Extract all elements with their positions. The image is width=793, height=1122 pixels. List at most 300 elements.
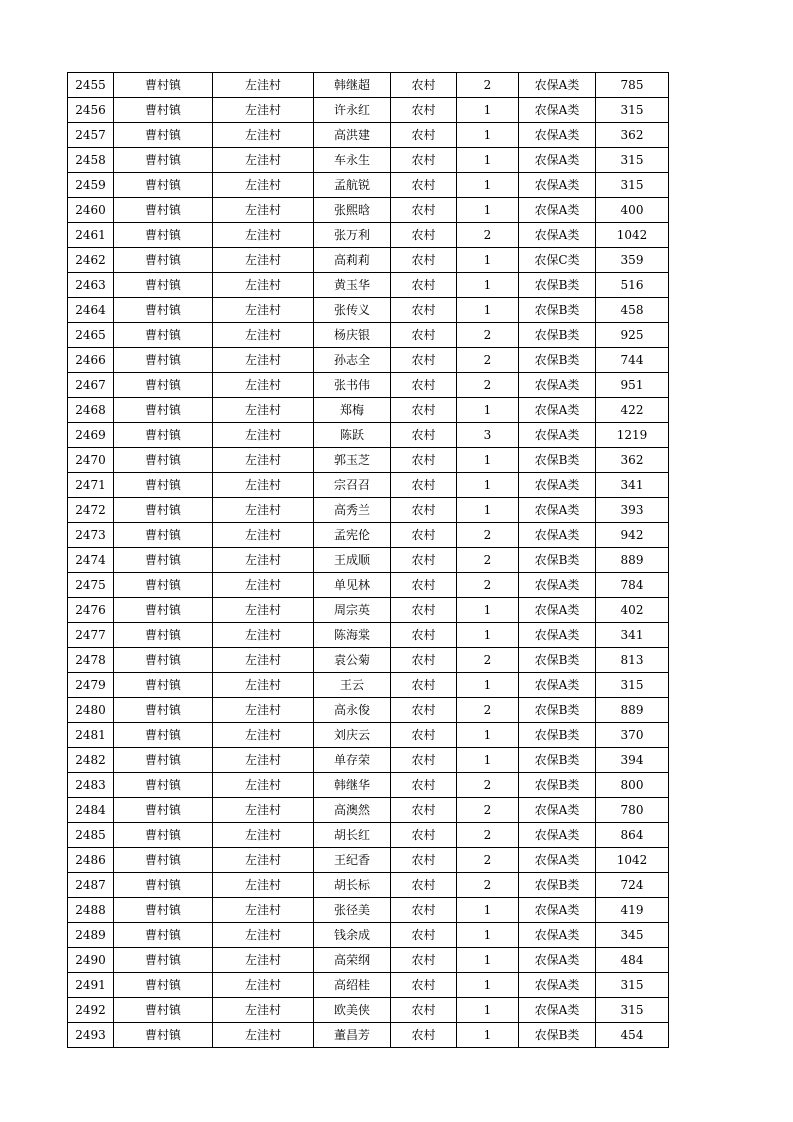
table-row — [68, 548, 669, 573]
name-cell: 韩继超 — [314, 73, 391, 98]
row-number-cell: 2486 — [68, 848, 114, 873]
name-cell: 张熙晗 — [314, 198, 391, 223]
amount-cell: 864 — [596, 823, 669, 848]
row-number-cell: 2480 — [68, 698, 114, 723]
name-cell: 高绍桂 — [314, 973, 391, 998]
town-cell: 曹村镇 — [114, 598, 213, 623]
area-type-cell: 农村 — [391, 948, 457, 973]
village-cell: 左洼村 — [213, 398, 314, 423]
row-number-cell: 2485 — [68, 823, 114, 848]
amount-cell: 813 — [596, 648, 669, 673]
amount-cell: 889 — [596, 548, 669, 573]
insurance-category-cell: 农保A类 — [519, 398, 596, 423]
household-count-cell: 1 — [457, 148, 519, 173]
insurance-category-cell: 农保A类 — [519, 523, 596, 548]
insurance-category-cell: 农保A类 — [519, 823, 596, 848]
area-type-cell: 农村 — [391, 848, 457, 873]
row-number-cell: 2458 — [68, 148, 114, 173]
insurance-category-cell: 农保B类 — [519, 648, 596, 673]
insurance-category-cell: 农保A类 — [519, 923, 596, 948]
area-type-cell: 农村 — [391, 98, 457, 123]
insurance-category-cell: 农保A类 — [519, 898, 596, 923]
village-cell: 左洼村 — [213, 198, 314, 223]
area-type-cell: 农村 — [391, 673, 457, 698]
table-row — [68, 598, 669, 623]
insurance-category-cell: 农保A类 — [519, 673, 596, 698]
village-cell: 左洼村 — [213, 848, 314, 873]
amount-cell: 1042 — [596, 223, 669, 248]
household-count-cell: 2 — [457, 548, 519, 573]
area-type-cell: 农村 — [391, 623, 457, 648]
town-cell: 曹村镇 — [114, 948, 213, 973]
insurance-category-cell: 农保A类 — [519, 848, 596, 873]
town-cell: 曹村镇 — [114, 648, 213, 673]
area-type-cell: 农村 — [391, 523, 457, 548]
row-number-cell: 2479 — [68, 673, 114, 698]
village-cell: 左洼村 — [213, 948, 314, 973]
name-cell: 张传义 — [314, 298, 391, 323]
row-number-cell: 2490 — [68, 948, 114, 973]
insurance-category-cell: 农保A类 — [519, 573, 596, 598]
area-type-cell: 农村 — [391, 698, 457, 723]
insurance-category-cell: 农保A类 — [519, 998, 596, 1023]
amount-cell: 315 — [596, 673, 669, 698]
name-cell: 刘庆云 — [314, 723, 391, 748]
amount-cell: 341 — [596, 623, 669, 648]
table-row — [68, 273, 669, 298]
area-type-cell: 农村 — [391, 348, 457, 373]
town-cell: 曹村镇 — [114, 798, 213, 823]
name-cell: 许永红 — [314, 98, 391, 123]
village-cell: 左洼村 — [213, 448, 314, 473]
row-number-cell: 2481 — [68, 723, 114, 748]
village-cell: 左洼村 — [213, 223, 314, 248]
table-row — [68, 298, 669, 323]
village-cell: 左洼村 — [213, 723, 314, 748]
area-type-cell: 农村 — [391, 773, 457, 798]
area-type-cell: 农村 — [391, 923, 457, 948]
household-count-cell: 1 — [457, 898, 519, 923]
town-cell: 曹村镇 — [114, 473, 213, 498]
name-cell: 车永生 — [314, 148, 391, 173]
insurance-category-cell: 农保A类 — [519, 123, 596, 148]
row-number-cell: 2467 — [68, 373, 114, 398]
household-count-cell: 1 — [457, 248, 519, 273]
amount-cell: 484 — [596, 948, 669, 973]
household-count-cell: 1 — [457, 273, 519, 298]
name-cell: 郑梅 — [314, 398, 391, 423]
insurance-category-cell: 农保A类 — [519, 473, 596, 498]
household-count-cell: 1 — [457, 173, 519, 198]
area-type-cell: 农村 — [391, 323, 457, 348]
amount-cell: 724 — [596, 873, 669, 898]
row-number-cell: 2463 — [68, 273, 114, 298]
table-row — [68, 823, 669, 848]
area-type-cell: 农村 — [391, 298, 457, 323]
name-cell: 周宗英 — [314, 598, 391, 623]
amount-cell: 1219 — [596, 423, 669, 448]
amount-cell: 422 — [596, 398, 669, 423]
table-row — [68, 998, 669, 1023]
household-count-cell: 2 — [457, 323, 519, 348]
village-cell: 左洼村 — [213, 873, 314, 898]
household-count-cell: 1 — [457, 673, 519, 698]
table-row — [68, 373, 669, 398]
town-cell: 曹村镇 — [114, 98, 213, 123]
village-cell: 左洼村 — [213, 123, 314, 148]
household-count-cell: 1 — [457, 448, 519, 473]
household-count-cell: 2 — [457, 798, 519, 823]
household-count-cell: 2 — [457, 698, 519, 723]
insurance-category-cell: 农保C类 — [519, 248, 596, 273]
amount-cell: 402 — [596, 598, 669, 623]
town-cell: 曹村镇 — [114, 123, 213, 148]
row-number-cell: 2457 — [68, 123, 114, 148]
table-row — [68, 98, 669, 123]
name-cell: 钱余成 — [314, 923, 391, 948]
area-type-cell: 农村 — [391, 1023, 457, 1048]
name-cell: 王成顺 — [314, 548, 391, 573]
name-cell: 高莉莉 — [314, 248, 391, 273]
town-cell: 曹村镇 — [114, 398, 213, 423]
village-cell: 左洼村 — [213, 373, 314, 398]
town-cell: 曹村镇 — [114, 923, 213, 948]
insurance-category-cell: 农保A类 — [519, 973, 596, 998]
household-count-cell: 2 — [457, 773, 519, 798]
household-count-cell: 2 — [457, 348, 519, 373]
town-cell: 曹村镇 — [114, 698, 213, 723]
area-type-cell: 农村 — [391, 598, 457, 623]
row-number-cell: 2483 — [68, 773, 114, 798]
table-row — [68, 173, 669, 198]
row-number-cell: 2477 — [68, 623, 114, 648]
table-row — [68, 523, 669, 548]
village-cell: 左洼村 — [213, 923, 314, 948]
name-cell: 宗召召 — [314, 473, 391, 498]
village-cell: 左洼村 — [213, 523, 314, 548]
table-row — [68, 973, 669, 998]
village-cell: 左洼村 — [213, 73, 314, 98]
area-type-cell: 农村 — [391, 898, 457, 923]
amount-cell: 341 — [596, 473, 669, 498]
name-cell: 胡长标 — [314, 873, 391, 898]
town-cell: 曹村镇 — [114, 898, 213, 923]
row-number-cell: 2471 — [68, 473, 114, 498]
table-row — [68, 148, 669, 173]
name-cell: 张万利 — [314, 223, 391, 248]
name-cell: 孙志全 — [314, 348, 391, 373]
village-cell: 左洼村 — [213, 148, 314, 173]
town-cell: 曹村镇 — [114, 723, 213, 748]
town-cell: 曹村镇 — [114, 323, 213, 348]
area-type-cell: 农村 — [391, 248, 457, 273]
row-number-cell: 2464 — [68, 298, 114, 323]
area-type-cell: 农村 — [391, 398, 457, 423]
table-row — [68, 748, 669, 773]
area-type-cell: 农村 — [391, 548, 457, 573]
insurance-category-cell: 农保A类 — [519, 148, 596, 173]
area-type-cell: 农村 — [391, 173, 457, 198]
amount-cell: 362 — [596, 448, 669, 473]
table-row — [68, 798, 669, 823]
area-type-cell: 农村 — [391, 223, 457, 248]
household-count-cell: 2 — [457, 848, 519, 873]
table-row — [68, 398, 669, 423]
village-cell: 左洼村 — [213, 773, 314, 798]
village-cell: 左洼村 — [213, 673, 314, 698]
village-cell: 左洼村 — [213, 698, 314, 723]
row-number-cell: 2487 — [68, 873, 114, 898]
table-row — [68, 948, 669, 973]
village-cell: 左洼村 — [213, 98, 314, 123]
town-cell: 曹村镇 — [114, 873, 213, 898]
table-row — [68, 773, 669, 798]
table-row — [68, 323, 669, 348]
household-count-cell: 2 — [457, 648, 519, 673]
household-count-cell: 1 — [457, 598, 519, 623]
insurance-category-cell: 农保A类 — [519, 98, 596, 123]
table-row — [68, 698, 669, 723]
town-cell: 曹村镇 — [114, 973, 213, 998]
amount-cell: 315 — [596, 98, 669, 123]
village-cell: 左洼村 — [213, 573, 314, 598]
insurance-category-cell: 农保B类 — [519, 298, 596, 323]
name-cell: 高永俊 — [314, 698, 391, 723]
town-cell: 曹村镇 — [114, 73, 213, 98]
insurance-category-cell: 农保B类 — [519, 873, 596, 898]
village-cell: 左洼村 — [213, 598, 314, 623]
town-cell: 曹村镇 — [114, 373, 213, 398]
amount-cell: 744 — [596, 348, 669, 373]
town-cell: 曹村镇 — [114, 273, 213, 298]
town-cell: 曹村镇 — [114, 773, 213, 798]
town-cell: 曹村镇 — [114, 748, 213, 773]
household-count-cell: 3 — [457, 423, 519, 448]
village-cell: 左洼村 — [213, 998, 314, 1023]
insurance-category-cell: 农保A类 — [519, 73, 596, 98]
town-cell: 曹村镇 — [114, 623, 213, 648]
name-cell: 董昌芳 — [314, 1023, 391, 1048]
village-cell: 左洼村 — [213, 648, 314, 673]
amount-cell: 1042 — [596, 848, 669, 873]
amount-cell: 393 — [596, 498, 669, 523]
name-cell: 王云 — [314, 673, 391, 698]
name-cell: 黄玉华 — [314, 273, 391, 298]
village-cell: 左洼村 — [213, 423, 314, 448]
area-type-cell: 农村 — [391, 73, 457, 98]
table-row — [68, 123, 669, 148]
name-cell: 陈海棠 — [314, 623, 391, 648]
household-count-cell: 1 — [457, 998, 519, 1023]
row-number-cell: 2459 — [68, 173, 114, 198]
area-type-cell: 农村 — [391, 148, 457, 173]
household-count-cell: 2 — [457, 523, 519, 548]
table-row — [68, 573, 669, 598]
table-row — [68, 198, 669, 223]
insurance-category-cell: 农保A类 — [519, 598, 596, 623]
household-count-cell: 1 — [457, 623, 519, 648]
data-table — [67, 72, 669, 1048]
table-row — [68, 248, 669, 273]
household-count-cell: 2 — [457, 73, 519, 98]
insurance-category-cell: 农保A类 — [519, 623, 596, 648]
table-row — [68, 923, 669, 948]
row-number-cell: 2462 — [68, 248, 114, 273]
table-row — [68, 498, 669, 523]
amount-cell: 362 — [596, 123, 669, 148]
insurance-category-cell: 农保B类 — [519, 323, 596, 348]
amount-cell: 315 — [596, 973, 669, 998]
amount-cell: 925 — [596, 323, 669, 348]
table-row — [68, 623, 669, 648]
insurance-category-cell: 农保B类 — [519, 348, 596, 373]
amount-cell: 458 — [596, 298, 669, 323]
row-number-cell: 2492 — [68, 998, 114, 1023]
town-cell: 曹村镇 — [114, 348, 213, 373]
area-type-cell: 农村 — [391, 473, 457, 498]
amount-cell: 454 — [596, 1023, 669, 1048]
household-count-cell: 1 — [457, 123, 519, 148]
table-row — [68, 898, 669, 923]
row-number-cell: 2460 — [68, 198, 114, 223]
area-type-cell: 农村 — [391, 723, 457, 748]
town-cell: 曹村镇 — [114, 548, 213, 573]
row-number-cell: 2456 — [68, 98, 114, 123]
village-cell: 左洼村 — [213, 623, 314, 648]
insurance-category-cell: 农保A类 — [519, 498, 596, 523]
area-type-cell: 农村 — [391, 748, 457, 773]
area-type-cell: 农村 — [391, 448, 457, 473]
town-cell: 曹村镇 — [114, 498, 213, 523]
area-type-cell: 农村 — [391, 373, 457, 398]
table-row — [68, 723, 669, 748]
town-cell: 曹村镇 — [114, 173, 213, 198]
town-cell: 曹村镇 — [114, 448, 213, 473]
town-cell: 曹村镇 — [114, 998, 213, 1023]
household-count-cell: 1 — [457, 398, 519, 423]
amount-cell: 780 — [596, 798, 669, 823]
amount-cell: 951 — [596, 373, 669, 398]
table-row — [68, 673, 669, 698]
row-number-cell: 2482 — [68, 748, 114, 773]
name-cell: 单存荣 — [314, 748, 391, 773]
village-cell: 左洼村 — [213, 323, 314, 348]
village-cell: 左洼村 — [213, 248, 314, 273]
amount-cell: 785 — [596, 73, 669, 98]
area-type-cell: 农村 — [391, 648, 457, 673]
row-number-cell: 2491 — [68, 973, 114, 998]
amount-cell: 400 — [596, 198, 669, 223]
household-count-cell: 1 — [457, 98, 519, 123]
name-cell: 单见林 — [314, 573, 391, 598]
insurance-category-cell: 农保B类 — [519, 723, 596, 748]
town-cell: 曹村镇 — [114, 523, 213, 548]
table-row — [68, 423, 669, 448]
amount-cell: 315 — [596, 173, 669, 198]
area-type-cell: 农村 — [391, 273, 457, 298]
area-type-cell: 农村 — [391, 798, 457, 823]
area-type-cell: 农村 — [391, 498, 457, 523]
amount-cell: 889 — [596, 698, 669, 723]
row-number-cell: 2468 — [68, 398, 114, 423]
town-cell: 曹村镇 — [114, 1023, 213, 1048]
row-number-cell: 2465 — [68, 323, 114, 348]
row-number-cell: 2474 — [68, 548, 114, 573]
household-count-cell: 2 — [457, 823, 519, 848]
name-cell: 杨庆银 — [314, 323, 391, 348]
village-cell: 左洼村 — [213, 798, 314, 823]
name-cell: 胡长红 — [314, 823, 391, 848]
amount-cell: 394 — [596, 748, 669, 773]
village-cell: 左洼村 — [213, 348, 314, 373]
row-number-cell: 2469 — [68, 423, 114, 448]
amount-cell: 359 — [596, 248, 669, 273]
area-type-cell: 农村 — [391, 973, 457, 998]
insurance-category-cell: 农保A类 — [519, 948, 596, 973]
village-cell: 左洼村 — [213, 823, 314, 848]
area-type-cell: 农村 — [391, 998, 457, 1023]
name-cell: 高秀兰 — [314, 498, 391, 523]
town-cell: 曹村镇 — [114, 298, 213, 323]
row-number-cell: 2455 — [68, 73, 114, 98]
village-cell: 左洼村 — [213, 298, 314, 323]
name-cell: 张径美 — [314, 898, 391, 923]
village-cell: 左洼村 — [213, 973, 314, 998]
area-type-cell: 农村 — [391, 123, 457, 148]
table-body — [68, 73, 669, 1048]
amount-cell: 800 — [596, 773, 669, 798]
insurance-category-cell: 农保B类 — [519, 698, 596, 723]
amount-cell: 942 — [596, 523, 669, 548]
town-cell: 曹村镇 — [114, 223, 213, 248]
name-cell: 袁公菊 — [314, 648, 391, 673]
name-cell: 高澳然 — [314, 798, 391, 823]
household-count-cell: 1 — [457, 973, 519, 998]
row-number-cell: 2493 — [68, 1023, 114, 1048]
village-cell: 左洼村 — [213, 173, 314, 198]
amount-cell: 315 — [596, 148, 669, 173]
row-number-cell: 2489 — [68, 923, 114, 948]
household-count-cell: 1 — [457, 748, 519, 773]
name-cell: 高洪建 — [314, 123, 391, 148]
row-number-cell: 2470 — [68, 448, 114, 473]
table-row — [68, 448, 669, 473]
household-count-cell: 2 — [457, 873, 519, 898]
household-count-cell: 1 — [457, 923, 519, 948]
area-type-cell: 农村 — [391, 423, 457, 448]
insurance-category-cell: 农保B类 — [519, 273, 596, 298]
town-cell: 曹村镇 — [114, 848, 213, 873]
row-number-cell: 2461 — [68, 223, 114, 248]
table-row — [68, 223, 669, 248]
amount-cell: 345 — [596, 923, 669, 948]
village-cell: 左洼村 — [213, 473, 314, 498]
amount-cell: 370 — [596, 723, 669, 748]
household-count-cell: 1 — [457, 948, 519, 973]
row-number-cell: 2476 — [68, 598, 114, 623]
row-number-cell: 2466 — [68, 348, 114, 373]
insurance-category-cell: 农保A类 — [519, 423, 596, 448]
amount-cell: 419 — [596, 898, 669, 923]
insurance-category-cell: 农保B类 — [519, 448, 596, 473]
household-count-cell: 2 — [457, 373, 519, 398]
row-number-cell: 2473 — [68, 523, 114, 548]
row-number-cell: 2488 — [68, 898, 114, 923]
table-row — [68, 648, 669, 673]
row-number-cell: 2484 — [68, 798, 114, 823]
village-cell: 左洼村 — [213, 1023, 314, 1048]
town-cell: 曹村镇 — [114, 198, 213, 223]
